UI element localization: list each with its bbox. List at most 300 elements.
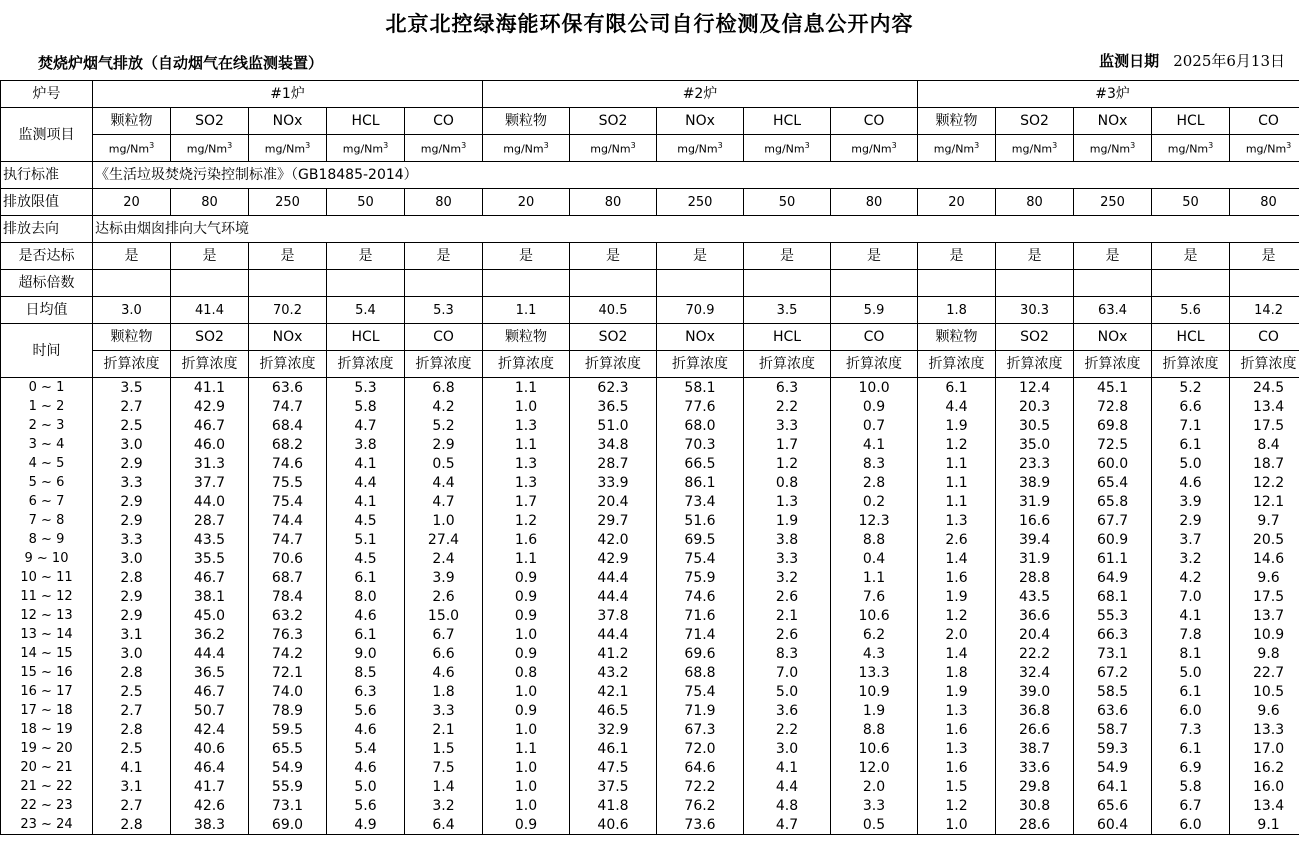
hourly-value: 1.4: [918, 644, 996, 663]
converted-header: 折算浓度: [918, 351, 996, 378]
hourly-value: 2.6: [744, 625, 831, 644]
hourly-value: 1.3: [744, 492, 831, 511]
hourly-value: 29.8: [996, 777, 1074, 796]
hourly-value: 3.9: [1152, 492, 1230, 511]
hour-range: 9 ~ 10: [1, 549, 93, 568]
item-label: 监测项目: [1, 108, 93, 162]
hour-range: 0 ~ 1: [1, 378, 93, 398]
unit-cell: mg/Nm$^3$: [1152, 135, 1230, 162]
hourly-value: 69.5: [657, 530, 744, 549]
table-row: [1, 530, 1299, 549]
hourly-value: 23.3: [996, 454, 1074, 473]
hourly-value: 6.1: [1152, 739, 1230, 758]
limit-value: 80: [405, 189, 483, 216]
date-label: 监测日期: [1099, 52, 1160, 70]
hourly-value: 4.1: [93, 758, 171, 777]
hourly-value: 60.0: [1074, 454, 1152, 473]
daily-avg-value: 63.4: [1074, 297, 1152, 324]
converted-header: 折算浓度: [93, 351, 171, 378]
hourly-value: 2.9: [1152, 511, 1230, 530]
hourly-value: 12.0: [831, 758, 918, 777]
hourly-value: 5.0: [327, 777, 405, 796]
hourly-value: 5.0: [1152, 454, 1230, 473]
hourly-value: 4.7: [405, 492, 483, 511]
exceed-value: [171, 270, 249, 297]
furnace-header: #2炉: [483, 81, 918, 108]
hourly-value: 17.5: [1230, 416, 1299, 435]
hourly-value: 41.1: [171, 378, 249, 398]
hourly-value: 30.5: [996, 416, 1074, 435]
hourly-value: 0.7: [831, 416, 918, 435]
hourly-value: 44.0: [171, 492, 249, 511]
hourly-value: 1.4: [405, 777, 483, 796]
hourly-value: 74.7: [249, 530, 327, 549]
hourly-value: 29.7: [570, 511, 657, 530]
exceed-value: [831, 270, 918, 297]
hourly-value: 2.5: [93, 682, 171, 701]
standard-row: [1, 162, 1299, 189]
daily-avg-value: 40.5: [570, 297, 657, 324]
table-row: [1, 682, 1299, 701]
hourly-value: 67.2: [1074, 663, 1152, 682]
hourly-value: 2.0: [831, 777, 918, 796]
pollutant-header: 颗粒物: [93, 108, 171, 135]
hour-range: 11 ~ 12: [1, 587, 93, 606]
compliant-value: 是: [405, 243, 483, 270]
hourly-value: 12.1: [1230, 492, 1299, 511]
hourly-value: 18.7: [1230, 454, 1299, 473]
hourly-value: 44.4: [570, 568, 657, 587]
hour-range: 16 ~ 17: [1, 682, 93, 701]
hourly-value: 2.9: [93, 606, 171, 625]
hourly-value: 22.7: [1230, 663, 1299, 682]
hourly-value: 0.9: [483, 568, 570, 587]
hourly-value: 46.7: [171, 568, 249, 587]
exceed-value: [1074, 270, 1152, 297]
pollutant-header: CO: [831, 108, 918, 135]
hourly-value: 13.4: [1230, 796, 1299, 815]
hourly-value: 22.2: [996, 644, 1074, 663]
hourly-value: 31.9: [996, 549, 1074, 568]
hourly-value: 64.1: [1074, 777, 1152, 796]
hourly-value: 4.4: [405, 473, 483, 492]
pollutant-header: HCL: [327, 108, 405, 135]
table-row: [1, 720, 1299, 739]
exceed-value: [483, 270, 570, 297]
hourly-value: 1.2: [918, 435, 996, 454]
hourly-value: 1.1: [918, 454, 996, 473]
table-row: [1, 378, 1299, 398]
limit-value: 80: [831, 189, 918, 216]
table-row: [1, 625, 1299, 644]
hourly-value: 1.1: [483, 378, 570, 398]
hourly-value: 28.6: [996, 815, 1074, 835]
pollutant-header: HCL: [744, 324, 831, 351]
hourly-value: 37.7: [171, 473, 249, 492]
hourly-value: 63.2: [249, 606, 327, 625]
standard-label: 执行标准: [1, 162, 93, 189]
hourly-value: 41.8: [570, 796, 657, 815]
hourly-value: 1.9: [831, 701, 918, 720]
hourly-value: 10.5: [1230, 682, 1299, 701]
table-row: [1, 397, 1299, 416]
hourly-value: 2.1: [405, 720, 483, 739]
unit-cell: mg/Nm$^3$: [483, 135, 570, 162]
converted-header: 折算浓度: [483, 351, 570, 378]
hourly-value: 8.8: [831, 530, 918, 549]
hourly-value: 72.0: [657, 739, 744, 758]
hourly-value: 4.3: [831, 644, 918, 663]
hourly-value: 37.8: [570, 606, 657, 625]
hourly-value: 31.3: [171, 454, 249, 473]
hourly-value: 1.1: [918, 473, 996, 492]
table-subtitle: 焚烧炉烟气排放（自动烟气在线监测装置）: [38, 54, 324, 72]
limit-value: 80: [996, 189, 1074, 216]
hourly-value: 20.4: [996, 625, 1074, 644]
hourly-value: 2.9: [93, 587, 171, 606]
hourly-value: 0.9: [483, 606, 570, 625]
hourly-value: 1.9: [918, 587, 996, 606]
table-row: [1, 644, 1299, 663]
unit-cell: mg/Nm$^3$: [744, 135, 831, 162]
hourly-value: 46.7: [171, 416, 249, 435]
hourly-value: 2.2: [744, 397, 831, 416]
destination-text: 达标由烟囱排向大气环境: [93, 216, 1299, 243]
hourly-value: 5.8: [1152, 777, 1230, 796]
hourly-value: 50.7: [171, 701, 249, 720]
compliant-value: 是: [657, 243, 744, 270]
compliant-value: 是: [1230, 243, 1299, 270]
hour-range: 5 ~ 6: [1, 473, 93, 492]
hourly-value: 6.8: [405, 378, 483, 398]
hourly-value: 69.0: [249, 815, 327, 835]
hourly-value: 54.9: [1074, 758, 1152, 777]
hourly-value: 73.1: [249, 796, 327, 815]
daily-avg-value: 5.3: [405, 297, 483, 324]
hourly-value: 24.5: [1230, 378, 1299, 398]
hourly-value: 7.3: [1152, 720, 1230, 739]
hourly-value: 4.6: [327, 720, 405, 739]
hourly-value: 33.9: [570, 473, 657, 492]
hourly-value: 68.7: [249, 568, 327, 587]
hourly-value: 4.6: [327, 606, 405, 625]
hour-range: 10 ~ 11: [1, 568, 93, 587]
hourly-value: 42.6: [171, 796, 249, 815]
hour-range: 18 ~ 19: [1, 720, 93, 739]
hourly-value: 63.6: [249, 378, 327, 398]
hour-range: 21 ~ 22: [1, 777, 93, 796]
hourly-value: 63.6: [1074, 701, 1152, 720]
hourly-value: 1.3: [483, 416, 570, 435]
hourly-value: 3.1: [93, 777, 171, 796]
daily-avg-row: [1, 297, 1299, 324]
hourly-value: 70.3: [657, 435, 744, 454]
hourly-value: 44.4: [570, 625, 657, 644]
hourly-value: 44.4: [171, 644, 249, 663]
hourly-value: 44.4: [570, 587, 657, 606]
daily-avg-value: 3.5: [744, 297, 831, 324]
hourly-value: 74.2: [249, 644, 327, 663]
hourly-value: 6.3: [327, 682, 405, 701]
compliant-value: 是: [570, 243, 657, 270]
unit-cell: mg/Nm$^3$: [93, 135, 171, 162]
hourly-value: 4.1: [744, 758, 831, 777]
pollutant-header: SO2: [996, 108, 1074, 135]
hourly-value: 65.4: [1074, 473, 1152, 492]
hourly-value: 60.9: [1074, 530, 1152, 549]
hourly-value: 1.5: [405, 739, 483, 758]
hourly-value: 38.7: [996, 739, 1074, 758]
hourly-value: 13.3: [1230, 720, 1299, 739]
unit-cell: mg/Nm$^3$: [918, 135, 996, 162]
hourly-value: 8.0: [327, 587, 405, 606]
pollutant-header: NOx: [1074, 108, 1152, 135]
hourly-value: 35.5: [171, 549, 249, 568]
hourly-value: 2.5: [93, 739, 171, 758]
pollutant-header: 颗粒物: [918, 108, 996, 135]
hourly-value: 42.1: [570, 682, 657, 701]
hourly-value: 1.1: [483, 435, 570, 454]
hourly-value: 9.6: [1230, 568, 1299, 587]
hourly-value: 9.8: [1230, 644, 1299, 663]
hourly-value: 31.9: [996, 492, 1074, 511]
hourly-value: 33.6: [996, 758, 1074, 777]
hourly-value: 2.9: [93, 511, 171, 530]
limit-label: 排放限值: [1, 189, 93, 216]
hourly-value: 0.9: [483, 644, 570, 663]
hourly-value: 10.9: [831, 682, 918, 701]
exceed-value: [996, 270, 1074, 297]
hourly-value: 6.7: [1152, 796, 1230, 815]
hourly-value: 0.9: [483, 815, 570, 835]
hourly-value: 2.7: [93, 796, 171, 815]
hourly-value: 5.8: [327, 397, 405, 416]
compliant-row: [1, 243, 1299, 270]
hourly-value: 73.6: [657, 815, 744, 835]
pollutant-header: SO2: [570, 108, 657, 135]
hour-range: 1 ~ 2: [1, 397, 93, 416]
hourly-value: 4.1: [327, 454, 405, 473]
hourly-value: 1.9: [918, 416, 996, 435]
furnace-header: #1炉: [93, 81, 483, 108]
hourly-value: 36.5: [171, 663, 249, 682]
hourly-value: 7.0: [1152, 587, 1230, 606]
hourly-value: 75.4: [657, 549, 744, 568]
hourly-value: 3.7: [1152, 530, 1230, 549]
hourly-value: 6.2: [831, 625, 918, 644]
hourly-value: 1.7: [744, 435, 831, 454]
hourly-value: 42.4: [171, 720, 249, 739]
hourly-value: 1.0: [918, 815, 996, 835]
furnace-label: 炉号: [1, 81, 93, 108]
table-row: [1, 454, 1299, 473]
monitoring-date: [1099, 50, 1285, 71]
unit-cell: mg/Nm$^3$: [327, 135, 405, 162]
hourly-value: 2.6: [405, 587, 483, 606]
compliant-value: 是: [171, 243, 249, 270]
item-row: [1, 108, 1299, 135]
hour-range: 2 ~ 3: [1, 416, 93, 435]
hourly-value: 1.0: [483, 758, 570, 777]
hourly-value: 7.6: [831, 587, 918, 606]
hourly-value: 42.9: [570, 549, 657, 568]
hourly-value: 5.6: [327, 701, 405, 720]
hourly-value: 4.1: [1152, 606, 1230, 625]
hour-range: 19 ~ 20: [1, 739, 93, 758]
hourly-value: 6.0: [1152, 701, 1230, 720]
limit-value: 20: [918, 189, 996, 216]
hourly-value: 1.9: [918, 682, 996, 701]
converted-header: 折算浓度: [405, 351, 483, 378]
hourly-value: 3.8: [327, 435, 405, 454]
hour-range: 3 ~ 4: [1, 435, 93, 454]
hourly-value: 74.4: [249, 511, 327, 530]
hourly-value: 3.3: [831, 796, 918, 815]
hourly-value: 1.8: [405, 682, 483, 701]
hourly-value: 41.7: [171, 777, 249, 796]
converted-header: 折算浓度: [1074, 351, 1152, 378]
hourly-value: 1.0: [405, 511, 483, 530]
hourly-value: 46.7: [171, 682, 249, 701]
hourly-value: 3.2: [1152, 549, 1230, 568]
hourly-value: 66.5: [657, 454, 744, 473]
time-label: 时间: [1, 324, 93, 378]
hourly-value: 37.5: [570, 777, 657, 796]
converted-header: 折算浓度: [996, 351, 1074, 378]
hourly-value: 9.7: [1230, 511, 1299, 530]
hourly-value: 2.7: [93, 397, 171, 416]
hourly-value: 43.5: [996, 587, 1074, 606]
hourly-value: 10.6: [831, 606, 918, 625]
hourly-value: 3.1: [93, 625, 171, 644]
limit-value: 50: [1152, 189, 1230, 216]
hourly-value: 5.3: [327, 378, 405, 398]
hourly-value: 1.2: [744, 454, 831, 473]
hourly-value: 6.1: [918, 378, 996, 398]
hourly-value: 43.2: [570, 663, 657, 682]
furnace-row: [1, 81, 1299, 108]
hourly-value: 73.4: [657, 492, 744, 511]
unit-cell: mg/Nm$^3$: [171, 135, 249, 162]
hour-range: 23 ~ 24: [1, 815, 93, 835]
exceed-row: [1, 270, 1299, 297]
hourly-value: 2.0: [918, 625, 996, 644]
hourly-value: 0.9: [483, 701, 570, 720]
hourly-value: 20.3: [996, 397, 1074, 416]
table-row: [1, 606, 1299, 625]
hourly-value: 4.7: [744, 815, 831, 835]
hourly-value: 46.0: [171, 435, 249, 454]
daily-avg-value: 1.8: [918, 297, 996, 324]
exceed-value: [1230, 270, 1299, 297]
hourly-value: 28.8: [996, 568, 1074, 587]
hourly-value: 36.2: [171, 625, 249, 644]
hourly-value: 32.9: [570, 720, 657, 739]
hourly-value: 76.3: [249, 625, 327, 644]
hourly-value: 47.5: [570, 758, 657, 777]
hourly-value: 36.5: [570, 397, 657, 416]
hourly-value: 1.0: [483, 682, 570, 701]
hourly-value: 4.9: [327, 815, 405, 835]
hourly-value: 58.7: [1074, 720, 1152, 739]
hourly-value: 0.9: [831, 397, 918, 416]
limit-value: 80: [1230, 189, 1299, 216]
daily-avg-label: 日均值: [1, 297, 93, 324]
hourly-value: 9.1: [1230, 815, 1299, 835]
hourly-value: 4.8: [744, 796, 831, 815]
pollutant-header: HCL: [1152, 108, 1230, 135]
hourly-value: 3.6: [744, 701, 831, 720]
hourly-value: 74.6: [249, 454, 327, 473]
converted-header: 折算浓度: [657, 351, 744, 378]
pollutant-header: HCL: [327, 324, 405, 351]
hourly-value: 6.1: [1152, 682, 1230, 701]
hourly-value: 1.8: [918, 663, 996, 682]
hourly-value: 8.8: [831, 720, 918, 739]
hourly-value: 8.1: [1152, 644, 1230, 663]
hourly-value: 27.4: [405, 530, 483, 549]
pollutant-header: NOx: [657, 324, 744, 351]
compliant-value: 是: [93, 243, 171, 270]
table-row: [1, 739, 1299, 758]
hourly-value: 4.6: [405, 663, 483, 682]
hourly-value: 67.7: [1074, 511, 1152, 530]
hourly-value: 30.8: [996, 796, 1074, 815]
compliant-value: 是: [1152, 243, 1230, 270]
exceed-value: [657, 270, 744, 297]
hourly-value: 5.6: [327, 796, 405, 815]
hour-range: 12 ~ 13: [1, 606, 93, 625]
hourly-value: 75.5: [249, 473, 327, 492]
table-row: [1, 568, 1299, 587]
hourly-value: 58.5: [1074, 682, 1152, 701]
table-row: [1, 758, 1299, 777]
emission-table: [0, 80, 1299, 835]
hourly-value: 3.0: [93, 435, 171, 454]
pollutant-header: CO: [831, 324, 918, 351]
hourly-value: 72.8: [1074, 397, 1152, 416]
hourly-value: 36.6: [996, 606, 1074, 625]
converted-row: [1, 351, 1299, 378]
pollutant-header: SO2: [171, 108, 249, 135]
table-row: [1, 435, 1299, 454]
hourly-value: 2.8: [831, 473, 918, 492]
converted-header: 折算浓度: [831, 351, 918, 378]
hourly-value: 4.5: [327, 549, 405, 568]
hourly-value: 51.6: [657, 511, 744, 530]
exceed-value: [93, 270, 171, 297]
pollutant-header: 颗粒物: [93, 324, 171, 351]
hourly-value: 43.5: [171, 530, 249, 549]
hourly-value: 42.0: [570, 530, 657, 549]
hourly-value: 35.0: [996, 435, 1074, 454]
hourly-value: 75.4: [249, 492, 327, 511]
hourly-value: 58.1: [657, 378, 744, 398]
hourly-value: 0.2: [831, 492, 918, 511]
hour-range: 6 ~ 7: [1, 492, 93, 511]
daily-avg-value: 30.3: [996, 297, 1074, 324]
hourly-value: 1.3: [483, 454, 570, 473]
hourly-value: 5.0: [744, 682, 831, 701]
hourly-value: 9.6: [1230, 701, 1299, 720]
hourly-value: 3.3: [744, 416, 831, 435]
table-row: [1, 416, 1299, 435]
hourly-value: 0.9: [483, 587, 570, 606]
hourly-value: 3.0: [93, 644, 171, 663]
pollutant-header: HCL: [1152, 324, 1230, 351]
compliant-value: 是: [1074, 243, 1152, 270]
pollutant-header: 颗粒物: [483, 108, 570, 135]
